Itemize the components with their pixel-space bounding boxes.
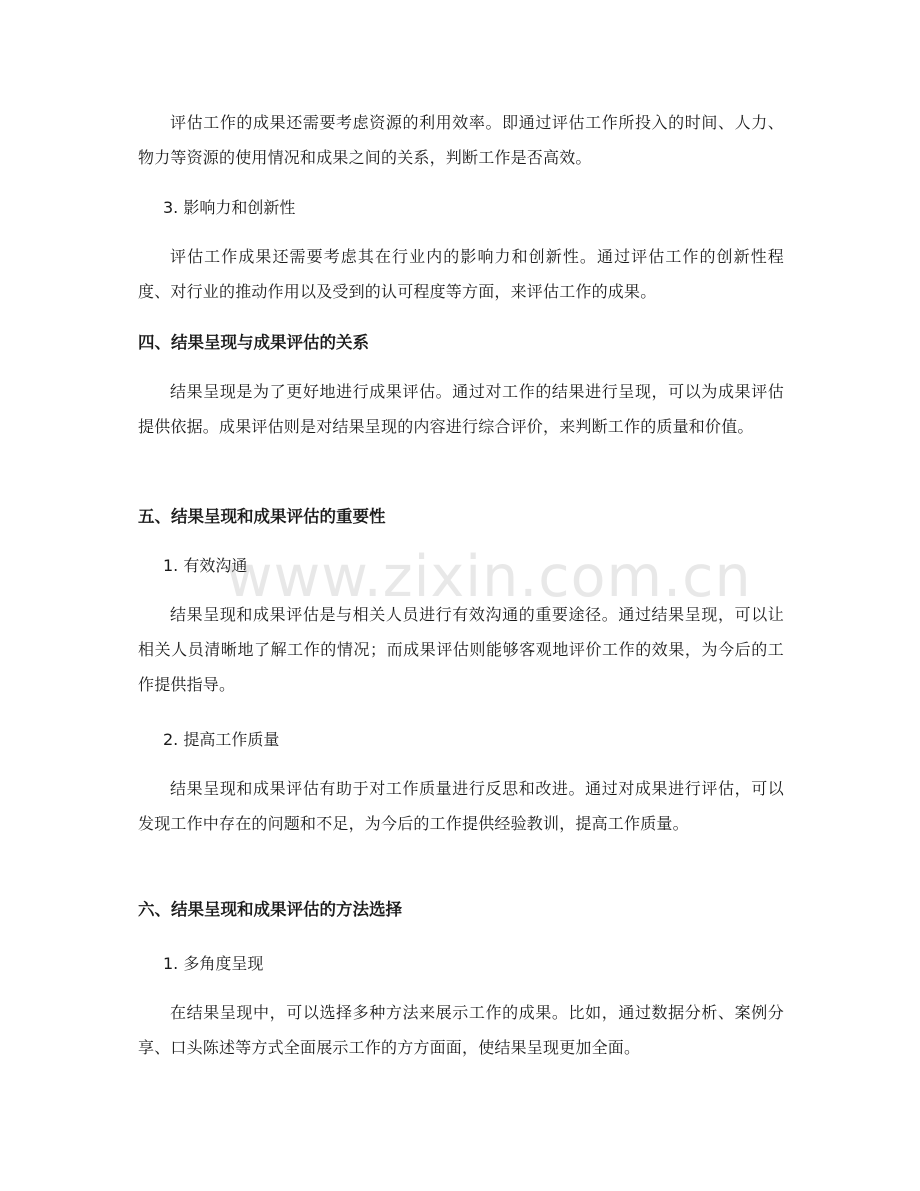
paragraph-improve-quality: 结果呈现和成果评估有助于对工作质量进行反思和改进。通过对成果进行评估，可以发现工作中存在的问题和不足，为今后的工作提供经验教训，提高工作质量。 [138,779,784,833]
subheading-influence-innovation: 3. 影响力和创新性 [163,198,296,217]
watermark-text: www.zixin.com.cn [226,544,752,610]
paragraph-influence-innovation: 评估工作成果还需要考虑其在行业内的影响力和创新性。通过评估工作的创新性程度、对行业的推动作用以及受到的认可程度等方面，来评估工作的成果。 [138,247,784,301]
paragraph-resource-efficiency: 评估工作的成果还需要考虑资源的利用效率。即通过评估工作所投入的时间、人力、物力等资源的使用情况和成果之间的关系，判断工作是否高效。 [138,113,784,167]
section-heading-6: 六、结果呈现和成果评估的方法选择 [138,900,402,919]
subheading-multi-angle: 1. 多角度呈现 [163,954,264,973]
subheading-effective-communication: 1. 有效沟通 [163,556,248,575]
paragraph-relationship: 结果呈现是为了更好地进行成果评估。通过对工作的结果进行呈现，可以为成果评估提供依据。成果评估则是对结果呈现的内容进行综合评价，来判断工作的质量和价值。 [138,382,784,436]
section-heading-5: 五、结果呈现和成果评估的重要性 [138,507,386,526]
paragraph-multi-angle: 在结果呈现中，可以选择多种方法来展示工作的成果。比如，通过数据分析、案例分享、口头陈述等方式全面展示工作的方方面面，使结果呈现更加全面。 [138,1003,784,1057]
paragraph-effective-communication: 结果呈现和成果评估是与相关人员进行有效沟通的重要途径。通过结果呈现，可以让相关人员清晰地了解工作的情况；而成果评估则能够客观地评价工作的效果，为今后的工作提供指导。 [138,605,784,694]
subheading-improve-quality: 2. 提高工作质量 [163,730,280,749]
section-heading-4: 四、结果呈现与成果评估的关系 [138,333,369,352]
